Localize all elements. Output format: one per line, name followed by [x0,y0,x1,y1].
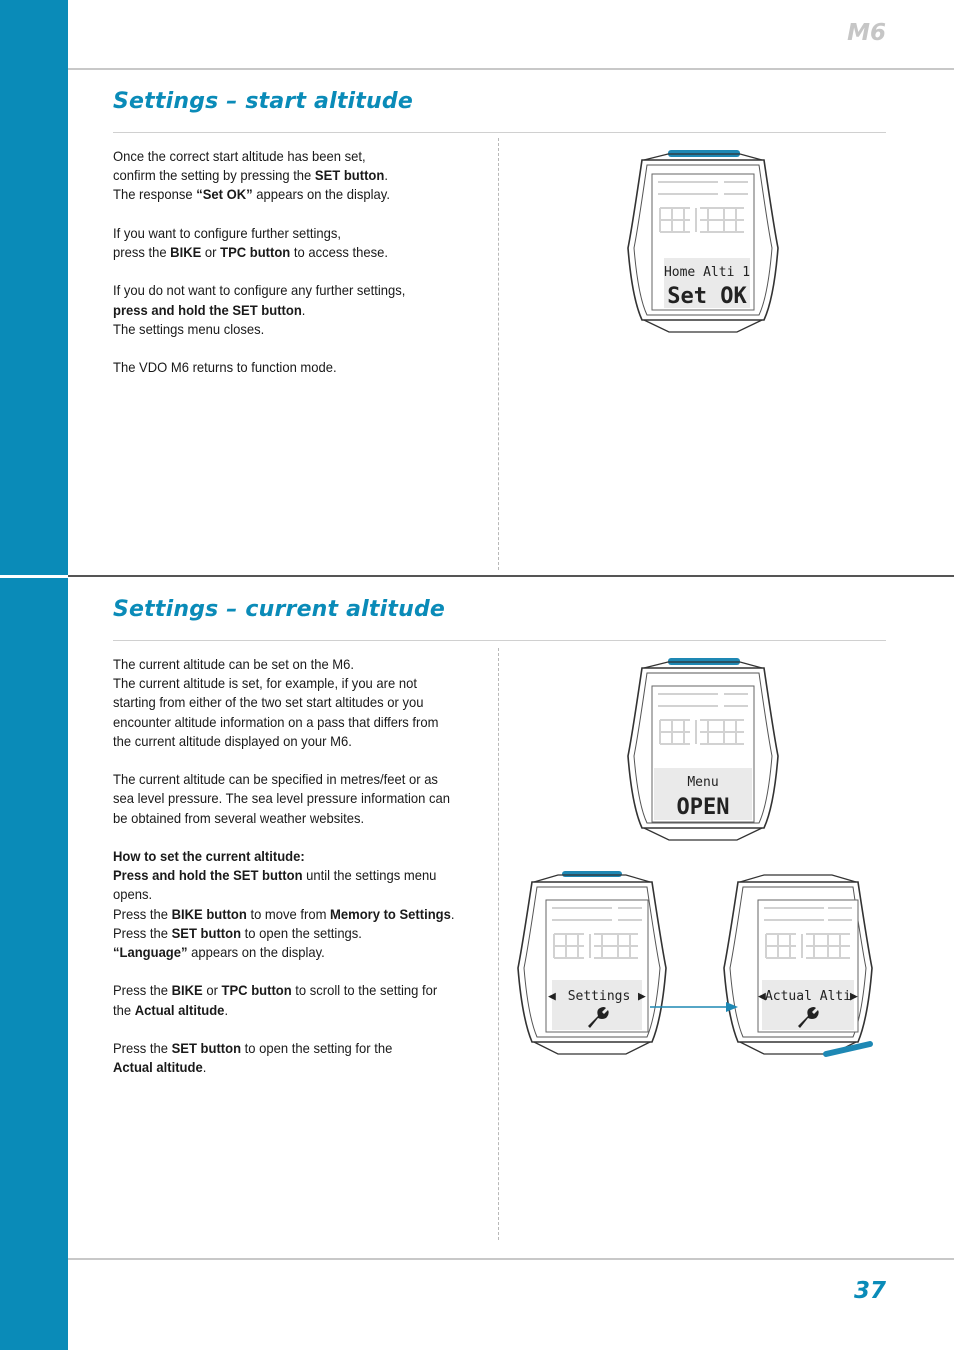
lcd-line1: Actual Alti [764,989,852,1004]
sidebar-divider [0,575,68,578]
text-run: press the [113,244,171,260]
text-run: to move from [246,905,331,922]
section-body-current-altitude [113,655,455,1097]
column-divider [498,138,499,570]
lcd-message-box [762,980,854,1030]
paragraph [113,847,455,962]
text-run: If you want to configure further settings, [113,224,341,241]
text-run: appears on the display. [252,186,390,203]
bold-text: press and hold the SET button [113,301,302,318]
device-settings [516,868,668,1060]
bold-text: TPC button [221,982,292,999]
text-run: . [202,1059,207,1076]
paragraph [113,655,455,751]
bold-text: BIKE [171,982,203,999]
paragraph [113,224,455,262]
footer-rule [68,1258,954,1260]
lcd-line1: Menu [687,775,719,790]
bold-text: SET button [314,167,385,184]
lcd-message-box [552,980,642,1030]
lcd-arrow-right: ▶ [850,989,858,1004]
text-run: until the settings menu opens. [113,867,437,903]
text-run: If you do not want to configure any further settings, [113,282,406,299]
text-run: appears on the display. [187,944,325,961]
text-run: . [224,1001,229,1018]
bold-text: TPC button [220,244,291,260]
paragraph [113,1039,455,1077]
device-top-button [562,871,622,877]
bold-text: Actual altitude [134,1001,225,1018]
bold-text: Actual altitude [113,1059,203,1076]
page-number: 37 [853,1278,886,1304]
device-set-ok [624,148,782,342]
lcd-line2: Set OK [667,284,747,309]
section-body-start-altitude [113,147,455,397]
bold-text: “Language” [113,944,188,961]
lcd-arrow-right: ▶ [638,989,646,1004]
text-run: or [202,982,222,999]
text-run: Press the [113,1040,172,1056]
text-run: The current altitude can be specified in metres/feet or as sea level pressure. The sea level pressure information can be obtained from several weather websites. [113,771,451,826]
paragraph [113,770,455,828]
bold-text: SET button [171,924,242,941]
paragraph [113,281,455,339]
text-run: Press the [113,924,172,941]
section-title-rule [113,640,886,641]
text-run: or [201,244,221,260]
lcd-line2: OPEN [676,795,730,820]
text-run: Press the [113,905,172,922]
text-run: . [450,905,455,922]
text-run: Once the correct start altitude has been set, [113,148,366,164]
text-run: Press the [113,982,172,999]
lcd-arrow-left: ◀ [758,989,766,1004]
bold-text: “Set OK” [196,186,253,203]
paragraph [113,981,455,1019]
paragraph [113,358,455,377]
text-run: . [384,167,388,184]
section-title-rule [113,132,886,133]
text-run: The current altitude can be set on the M6. [113,656,355,672]
lcd-line1: Home Alti 1 [663,265,751,280]
lcd-arrow-left: ◀ [548,989,556,1004]
transition-arrow [648,996,740,1016]
column-divider [498,648,499,1240]
device-actual-alti [722,868,874,1060]
lcd-line1: Settings [567,989,631,1004]
sidebar-band [0,0,68,1350]
section-title-start-altitude: Settings – start altitude [113,89,413,114]
header-rule [68,68,954,70]
bold-text: BIKE [170,244,202,260]
bold-text: Press and hold the SET button [113,867,303,884]
text-run: confirm the setting by pressing the [113,167,315,184]
text-run: to scroll to the setting for the [113,982,438,1018]
section-title-current-altitude: Settings – current altitude [113,597,446,622]
text-run: The response [113,186,197,203]
text-run: The VDO M6 returns to function mode. [113,359,337,376]
bold-text: Memory to Settings [330,905,451,922]
text-run: to access these. [290,244,388,260]
text-run: The current altitude is set, for example, if you are not starting from either of the two set start altitudes or you encounter altitude information on a pass that differs from the current altitude displayed on your M6. [113,675,439,749]
section-divider [68,575,954,577]
bold-text: BIKE button [171,905,247,922]
bold-text: SET button [171,1040,242,1056]
text-run: to open the setting for the [241,1040,393,1056]
text-run: The settings menu closes. [113,320,265,337]
device-menu-open [624,656,782,850]
text-run: to open the settings. [241,924,362,941]
model-label: M6 [847,20,886,46]
bold-text: How to set the current altitude: [113,848,305,864]
text-run: . [301,301,306,318]
paragraph [113,147,455,205]
